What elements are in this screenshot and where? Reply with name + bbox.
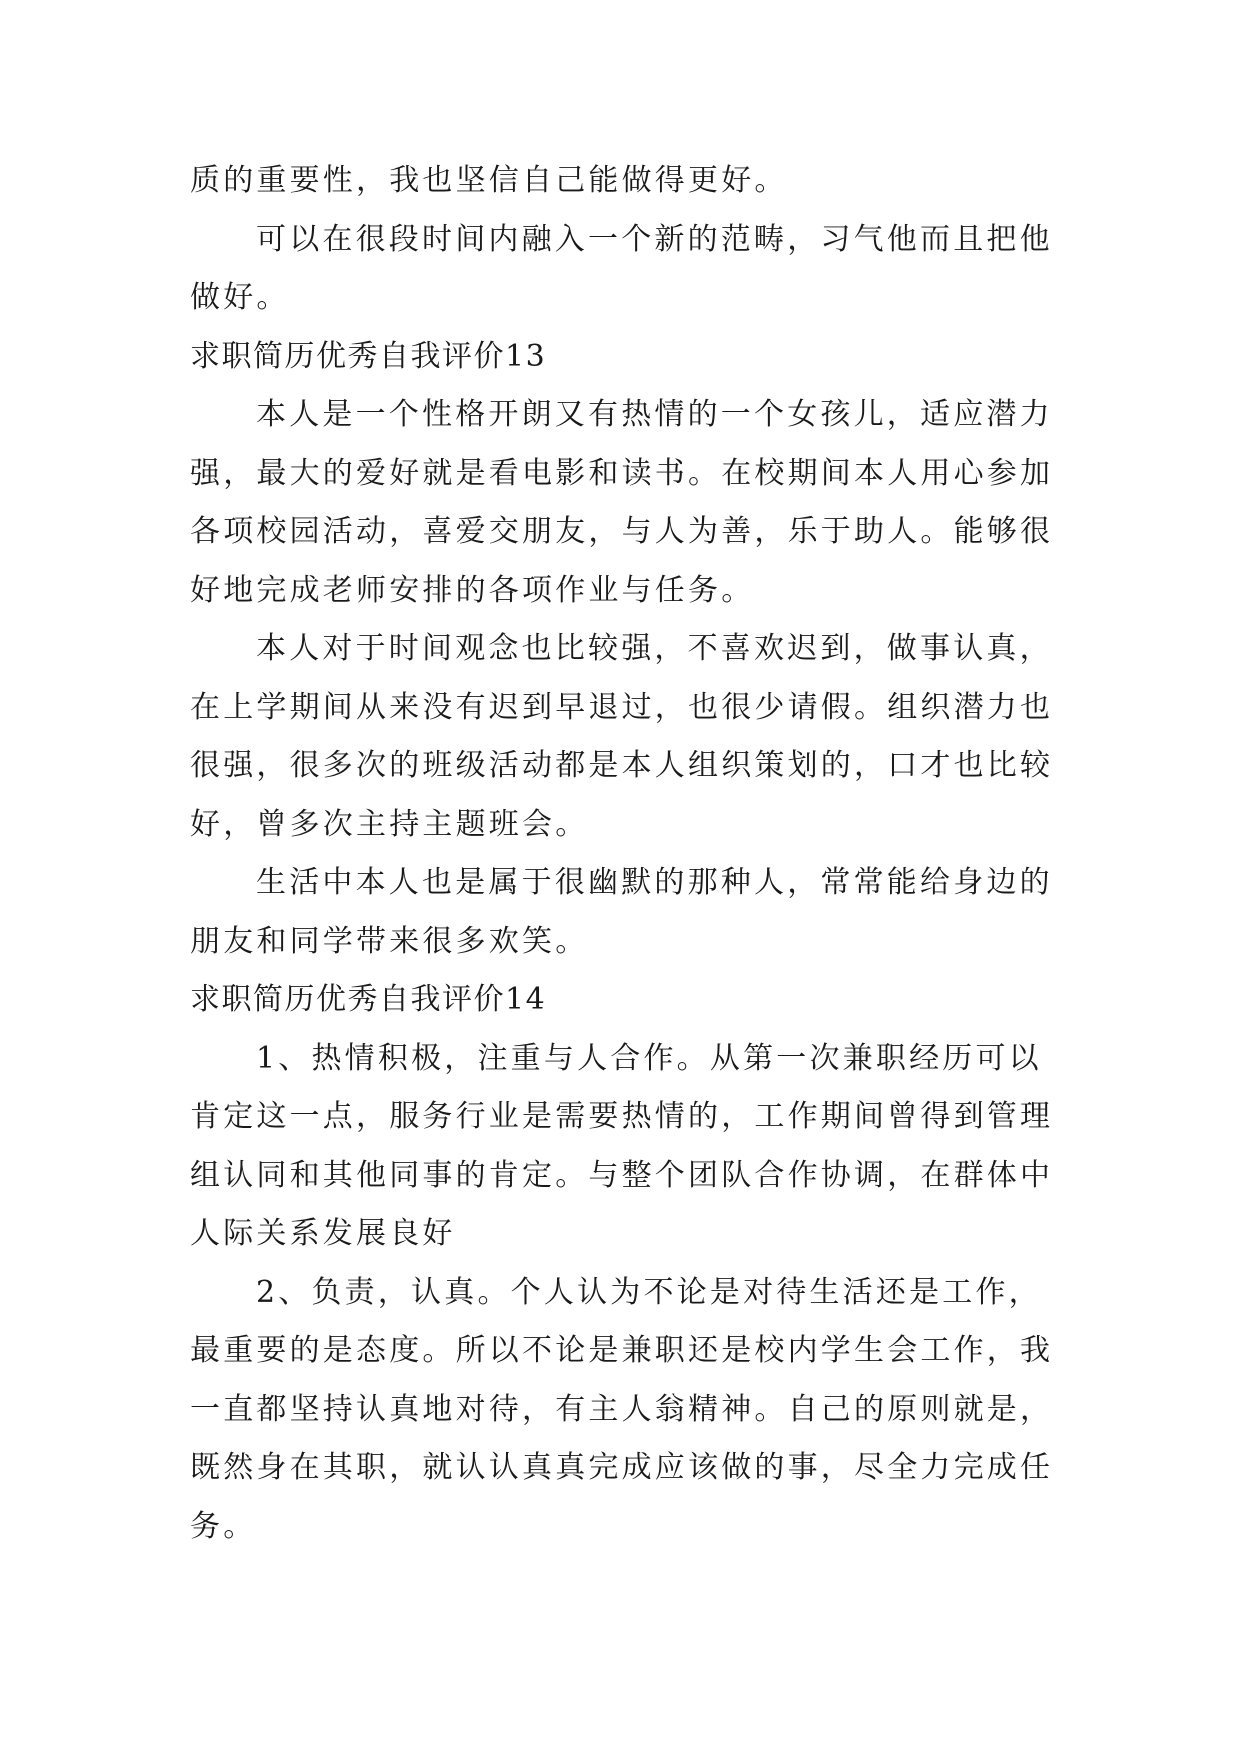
paragraph: 1、热情积极，注重与人合作。从第一次兼职经历可以肯定这一点，服务行业是需要热情的，工作期间曾得到管理组认同和其他同事的肯定。与整个团队合作协调，在群体中人际关系发展良好: [190, 1040, 1054, 1251]
section-heading: 求职简历优秀自我评价13: [190, 338, 547, 374]
section-heading: 求职简历优秀自我评价14: [190, 982, 547, 1017]
paragraph: 本人是一个性格开朗又有热情的一个女孩儿，适应潜力强，最大的爱好就是看电影和读书。在校期间本人用心参加各项校园活动，喜爱交朋友，与人为善，乐于助人。能够很好地完成老师安排的各项作业与任务。: [190, 397, 1054, 608]
paragraph: 本人对于时间观念也比较强，不喜欢迟到，做事认真，在上学期间从来没有迟到早退过，也很少请假。组织潜力也很强，很多次的班级活动都是本人组织策划的，口才也比较好，曾多次主持主题班会。: [190, 631, 1054, 842]
paragraph: 生活中本人也是属于很幽默的那种人，常常能给身边的朋友和同学带来很多欢笑。: [190, 865, 1053, 959]
document-body: [190, 152, 1070, 1556]
paragraph: 可以在很段时间内融入一个新的范畴，习气他而且把他做好。: [190, 221, 1053, 315]
paragraph: 质的重要性，我也坚信自己能做得更好。: [190, 163, 788, 198]
paragraph: 2、负责，认真。个人认为不论是对待生活还是工作，最重要的是态度。所以不论是兼职还是校内学生会工作，我一直都坚持认真地对待，有主人翁精神。自己的原则就是，既然身在其职，就认认真真完成应该做的事，尽全力完成任务。: [190, 1274, 1054, 1544]
